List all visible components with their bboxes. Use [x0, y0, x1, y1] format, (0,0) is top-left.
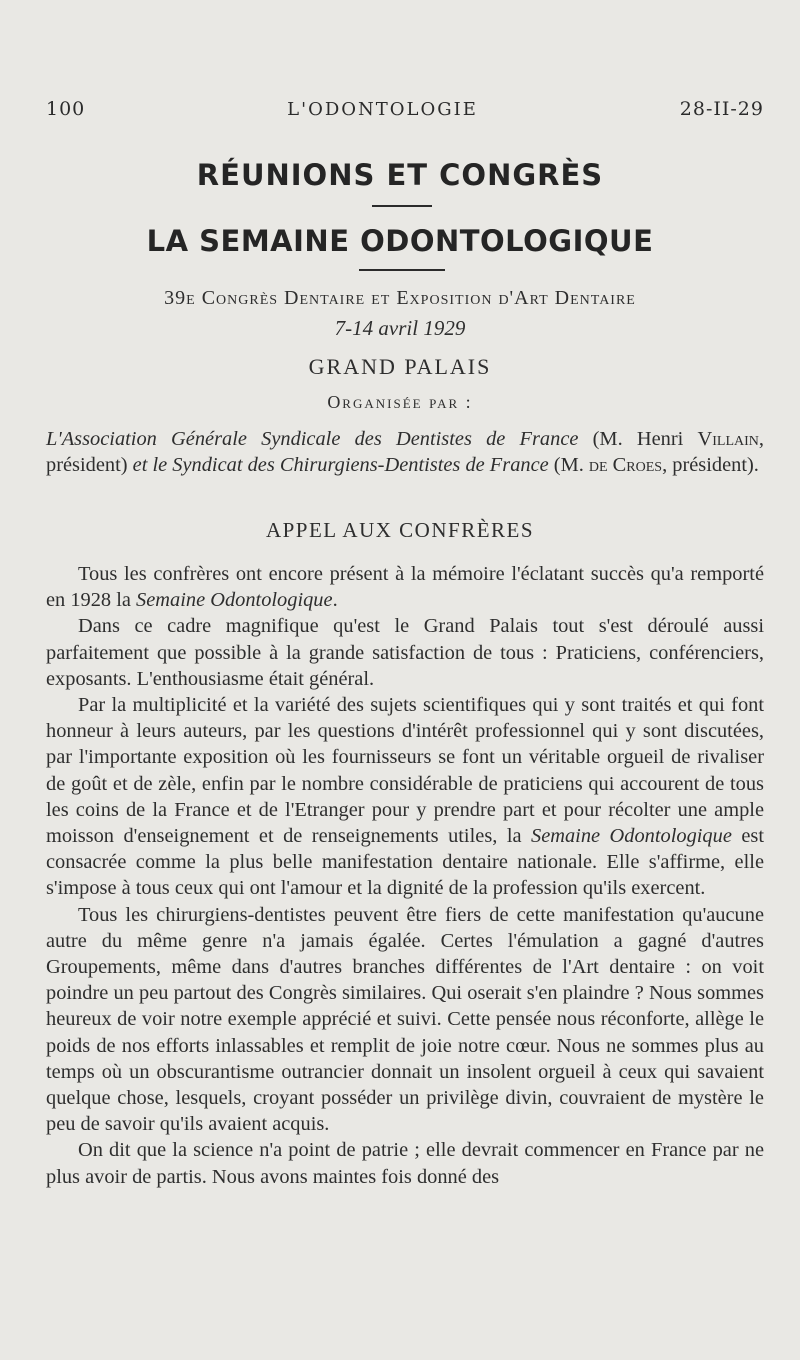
article-rule: [359, 269, 445, 271]
article-title: LA SEMAINE ODONTOLOGIQUE: [146, 224, 654, 258]
running-head: [46, 98, 764, 120]
journal-title: L'ODONTOLOGIE: [287, 99, 478, 120]
organisers-paragraph: L'Association Générale Syndicale des Dentistes de France (M. Henri Villain, président) et le Syndicat des Chirurgiens-Dentistes de France (M. de Croes, président).: [46, 428, 764, 477]
paragraph-5: On dit que la science n'a point de patrie ; elle devrait commencer en France par ne plus avoir de partis. Nous avons maintes fois donné des: [46, 1139, 764, 1188]
organised-by: Organisée par :: [327, 392, 473, 412]
paragraph-2: Dans ce cadre magnifique qu'est le Grand Palais tout s'est déroulé aussi parfaitement que possible à la grande satisfaction de tous : Praticiens, conférenciers, exposants. L'enthousiasme était général.: [46, 615, 764, 690]
article-body: [46, 561, 764, 1190]
page-number: 100: [46, 98, 86, 120]
venue: GRAND PALAIS: [308, 354, 492, 379]
congres-dates: 7-14 avril 1929: [334, 316, 466, 340]
paragraph-4: Tous les chirurgiens-dentistes peuvent être fiers de cette manifestation qu'aucune autre du même genre n'a jamais égalée. Certes l'émulation a gagné d'autres Groupements, même dans d'autres branches différentes de l'Art dentaire : on voit poindre un peu partout des Congrès similaires. Qui oserait s'en plaindre ? Nous sommes heureux de voir notre exemple apprécié et suivi. Cette pensée nous réconforte, allège le poids de nos efforts inlassables et remplit de joie notre cœur. Nous ne sommes plus au temps où un obscurantisme outrancier donnait un insolent orgueil à ceux qui savaient quelque chose, lesquels, croyant posséder un privilège divin, couvraient de mystère le peu de savoir qu'ils avaient acquis.: [46, 903, 764, 1136]
appel-heading: APPEL AUX CONFRÈRES: [265, 518, 535, 542]
section-rule: [372, 205, 432, 207]
paragraph-3: Par la multiplicité et la variété des sujets scientifiques qui y sont traités et qui font honneur à leurs auteurs, par les questions d'intérêt professionnel qui y sont discutées, par l'importante exposition où les fournisseurs se font un véritable orgueil de rivaliser de goût et de zèle, enfin par le nombre considérable de praticiens qui accourent de tous les coins de la France et de l'Etranger pour y prendre part et pour récolter une ample moisson d'enseignement et de renseignements utiles, la Semaine Odontologique est consacrée comme la plus belle manifestation dentaire nationale. Elle s'affirme, elle s'impose à tous ceux qui ont l'amour et la dignité de la profession qu'ils exercent.: [46, 694, 765, 900]
paragraph-1: Tous les confrères ont encore présent à la mémoire l'éclatant succès qu'a remporté en 1928 la Semaine Odontologique.: [46, 563, 764, 612]
congres-line: 39e Congrès Dentaire et Exposition d'Art Dentaire: [164, 287, 636, 309]
issue-date: 28-II-29: [679, 98, 764, 120]
section-title: RÉUNIONS ET CONGRÈS: [196, 158, 604, 192]
